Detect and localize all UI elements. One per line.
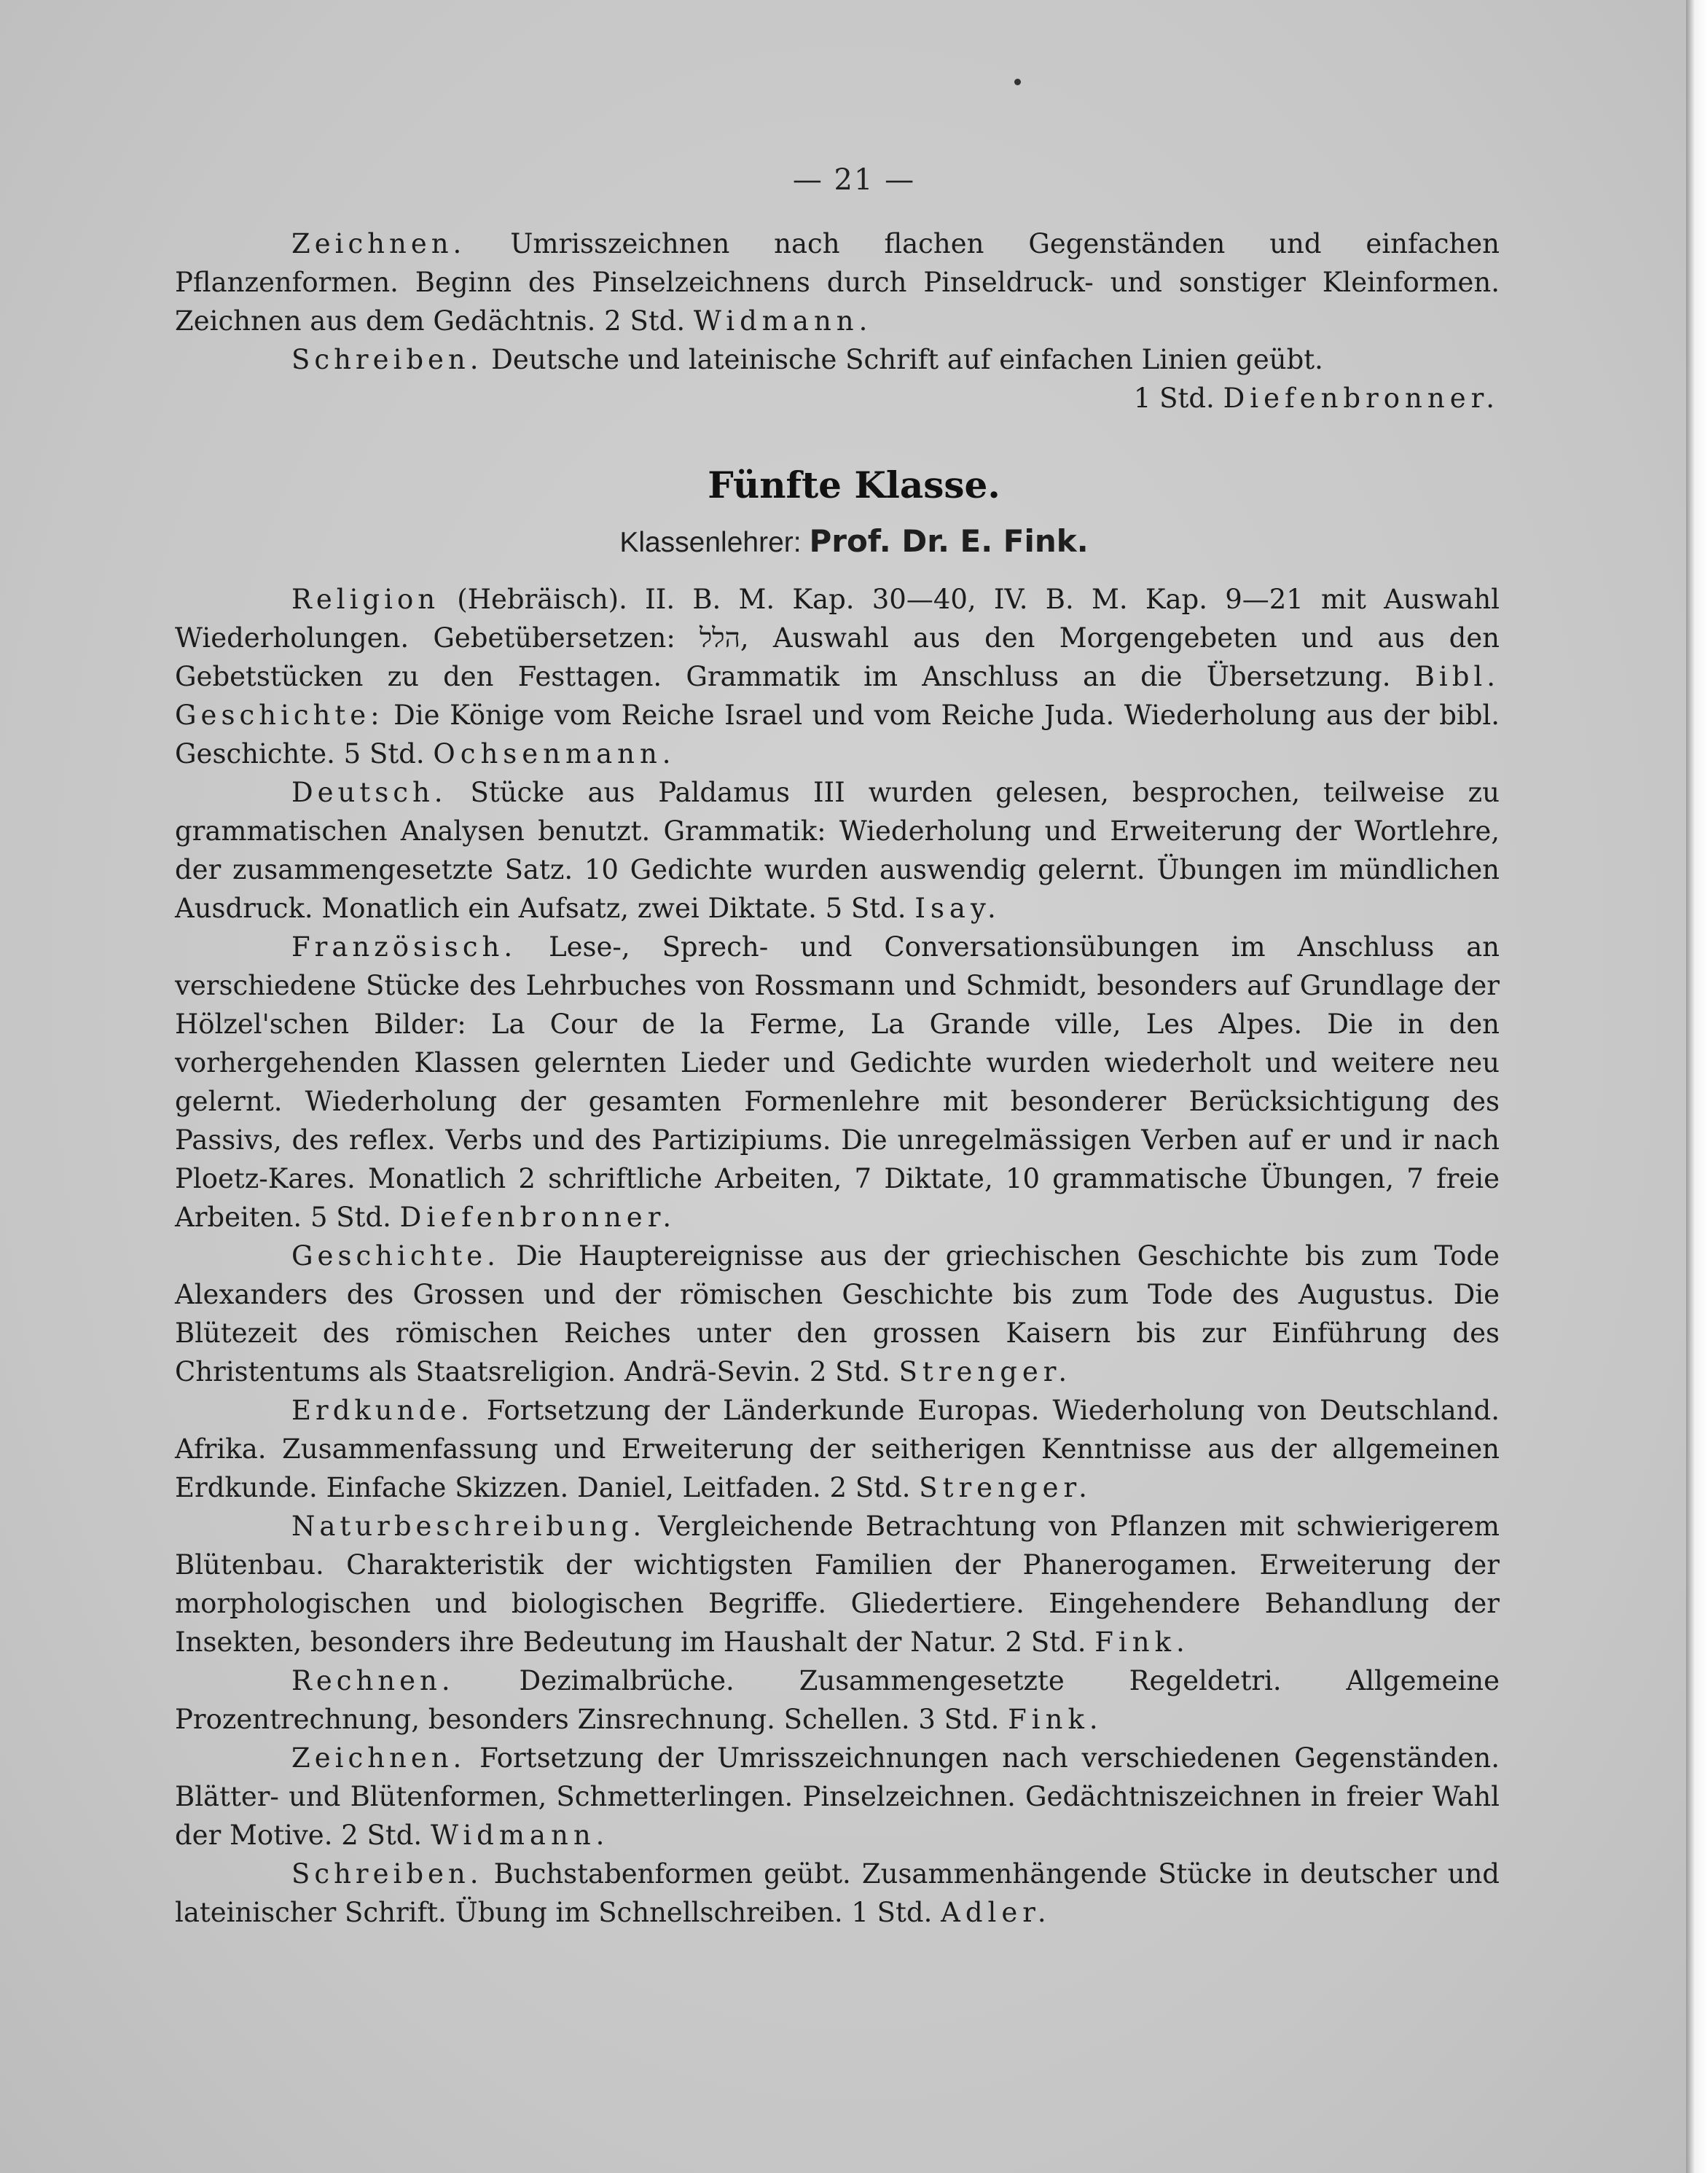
paragraph-text: Lese-, Sprech- und Conversationsübungen im Anschluss an verschiedene Stücke des Lehrbuches von Rossmann und Schmidt, besonders auf Grundlage der Hölzel'schen Bilder: La Cour de la Ferme, La Grande ville, Les Alpes. Die in den vorhergehenden Klassen gelernten Lieder und Gedichte wurden wiederholt und weitere neu gelernt. Wiederholung der gesamten Formenlehre mit besonderer Berücksichtigung des Passivs, des reflex. Verbs und des Partizipiums. Die unregelmässigen Verben auf er und ir nach Ploetz-Kares. Monatlich 2 schriftliche Arbeiten, 7 Diktate, 10 grammatische Übungen, 7 freie Arbeiten. 5 Std.: [175, 931, 1500, 1233]
paragraph-text: Fortsetzung der Länderkunde Europas. Wiederholung von Deutschland. Afrika. Zusammenfassung und Erweiterung der seitherigen Kenntnisse aus der allgemeinen Erdkunde. Einfache Skizzen. Daniel, Leitfaden. 2 Std.: [175, 1395, 1500, 1503]
subject-heading: Schreiben.: [291, 1858, 483, 1890]
hours-teacher-line: [175, 379, 1500, 418]
paragraph-religion: [175, 580, 1500, 773]
subject-heading: Religion: [291, 584, 440, 615]
subject-heading: Erdkunde.: [291, 1395, 474, 1426]
paragraph-geschichte: [175, 1237, 1500, 1391]
paragraph-deutsch: [175, 773, 1500, 928]
subject-heading-secondary: Bibl. Geschichte:: [175, 661, 1500, 731]
paragraph-text: Deutsche und lateinische Schrift auf einfachen Linien geübt.: [491, 344, 1323, 375]
subject-heading: Schreiben.: [291, 344, 483, 375]
teacher-name: Fink.: [1094, 1626, 1190, 1658]
paragraph-erdkunde: [175, 1391, 1500, 1507]
paragraph-rechnen: [175, 1661, 1500, 1739]
teacher-name: Strenger.: [898, 1356, 1073, 1387]
paragraph-text: Die Hauptereignisse aus der griechischen Geschichte bis zum Tode Alexanders des Grossen und der römischen Geschichte bis zum Tode des Augustus. Die Blütezeit des römischen Reiches unter den grossen Kaisern bis zur Einführung des Christentums als Staatsreligion. Andrä-Sevin. 2 Std.: [175, 1240, 1500, 1387]
paragraph-text: Buchstabenformen geübt. Zusammenhängende Stücke in deutscher und lateinischer Schrift. Übung im Schnellschreiben. 1 Std.: [175, 1858, 1500, 1928]
page-edge: [1686, 0, 1708, 2173]
speck-mark: [1014, 79, 1021, 85]
subject-heading: Französisch.: [291, 931, 517, 963]
subjects-block: [175, 580, 1500, 1932]
page-number: — 21 —: [792, 163, 916, 197]
paragraph-schreiben-top: [175, 340, 1500, 379]
top-block: [175, 224, 1500, 418]
teacher-name: Adler.: [941, 1897, 1051, 1928]
paragraph-naturbeschreibung: [175, 1507, 1500, 1661]
teacher-name: Diefenbronner.: [1223, 383, 1500, 414]
teacher-name: Ochsenmann.: [433, 738, 676, 770]
teacher-name: Isay.: [914, 893, 1001, 924]
paragraph-zeichnen-top: [175, 224, 1500, 340]
paragraph-text: Die Könige vom Reiche Israel und vom Reiche Juda. Wiederholung aus der bibl. Geschichte. 5 Std.: [175, 700, 1500, 770]
teacher-name: Diefenbronner.: [399, 1202, 677, 1233]
teacher-name: Fink.: [1008, 1704, 1103, 1735]
paragraph-text: Umrisszeichnen nach flachen Gegenständen und einfachen Pflanzenformen. Beginn des Pinselzeichnens durch Pinseldruck- und sonstiger Kleinformen. Zeichnen aus dem Gedächtnis. 2 Std.: [175, 228, 1500, 337]
paragraph-schreiben: [175, 1855, 1500, 1932]
subject-heading: Deutsch.: [291, 777, 447, 808]
section-title: Fünfte Klasse.: [708, 463, 1000, 506]
teacher-name: Strenger.: [919, 1472, 1092, 1503]
subject-heading: Geschichte.: [291, 1240, 500, 1272]
paragraph-text: (Hebräisch). II. B. M. Kap. 30—40, IV. B. M. Kap. 9—21 mit Auswahl Wiederholungen. Gebetübersetzen: הלל, Auswahl aus den Morgengebeten und aus den Gebetstücken zu den Festtagen. Grammatik im Anschluss an die Übersetzung.: [175, 584, 1500, 692]
subject-heading: Zeichnen.: [291, 1742, 466, 1774]
teacher-name: Widmann.: [693, 305, 873, 337]
paragraph-text: Stücke aus Paldamus III wurden gelesen, besprochen, teilweise zu grammatischen Analysen benutzt. Grammatik: Wiederholung und Erweiterung der Wortlehre, der zusammengesetzte Satz. 10 Gedichte wurden auswendig gelernt. Übungen im mündlichen Ausdruck. Monatlich ein Aufsatz, zwei Diktate. 5 Std.: [175, 777, 1500, 924]
class-teacher-name: Prof. Dr. E. Fink.: [809, 523, 1089, 559]
teacher-name: Widmann.: [430, 1820, 610, 1851]
class-teacher-line: [0, 523, 1708, 559]
paragraph-text: Vergleichende Betrachtung von Pflanzen mit schwierigerem Blütenbau. Charakteristik der wichtigsten Familien der Phanerogamen. Erweiterung der morphologischen und biologischen Begriffe. Gliedertiere. Eingehendere Behandlung der Insekten, besonders ihre Bedeutung im Haushalt der Natur. 2 Std.: [175, 1511, 1500, 1658]
paragraph-text: Fortsetzung der Umrisszeichnungen nach verschiedenen Gegenständen. Blätter- und Blütenformen, Schmetterlingen. Pinselzeichnen. Gedächtniszeichnen in freier Wahl der Motive. 2 Std.: [175, 1742, 1500, 1851]
paragraph-text: Dezimalbrüche. Zusammengesetzte Regeldetri. Allgemeine Prozentrechnung, besonders Zinsrechnung. Schellen. 3 Std.: [175, 1665, 1500, 1735]
paragraph-franzoesisch: [175, 928, 1500, 1237]
subject-heading: Zeichnen.: [291, 228, 466, 259]
class-teacher-label: Klassenlehrer:: [619, 527, 802, 558]
paragraph-zeichnen: [175, 1739, 1500, 1855]
subject-heading: Naturbeschreibung.: [291, 1511, 646, 1542]
hours: 1 Std.: [1133, 383, 1215, 414]
subject-heading: Rechnen.: [291, 1665, 455, 1696]
